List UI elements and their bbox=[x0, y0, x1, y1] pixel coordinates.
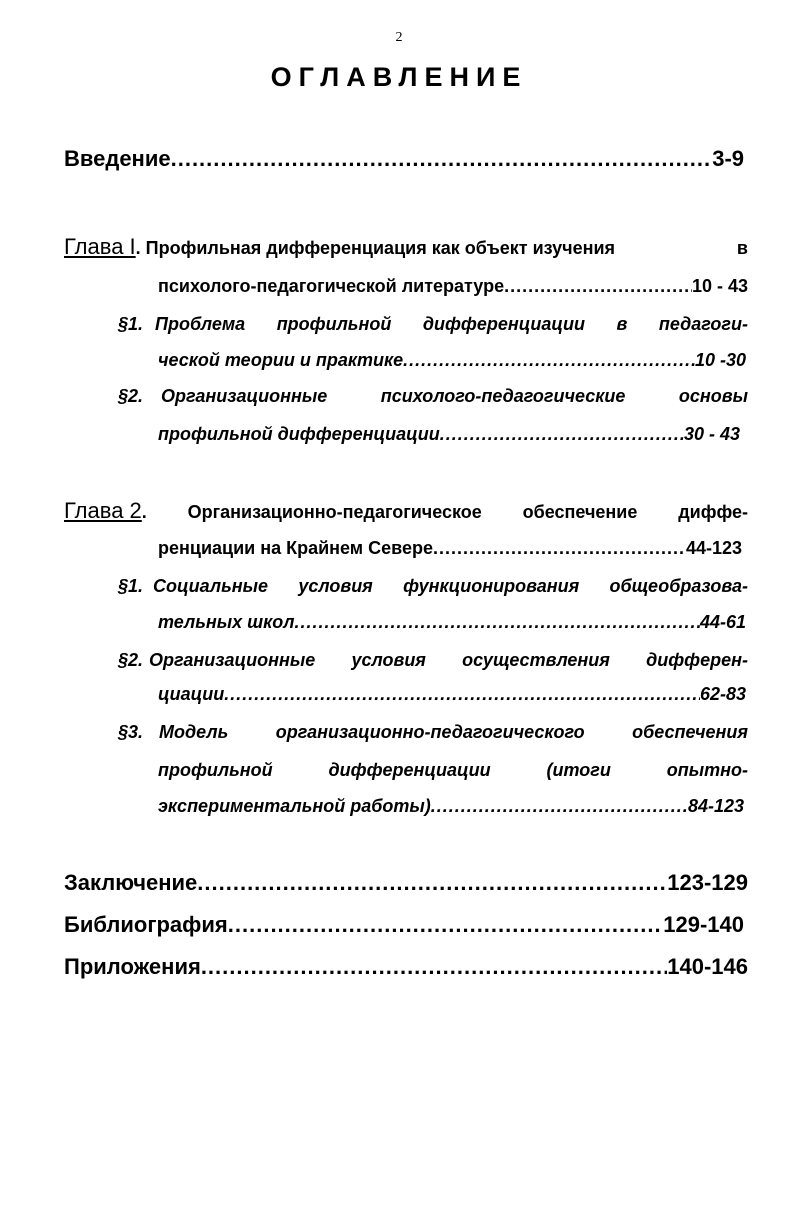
toc-entry-pages: 30 - 43 bbox=[683, 424, 740, 444]
leader-dots bbox=[403, 350, 695, 371]
toc-entry-label: Приложения bbox=[64, 954, 201, 979]
toc-entry-pages: 129-140 bbox=[663, 912, 744, 937]
toc-section-2-3-line2 bbox=[158, 760, 748, 781]
toc-entry-label: Заключение bbox=[64, 870, 198, 895]
toc-chapter-2-heading[interactable] bbox=[64, 498, 748, 524]
section-number: §2. bbox=[118, 650, 144, 670]
section-title: Организационные условия осуществления дифферен- bbox=[149, 650, 748, 670]
toc-section-1-1-entry[interactable] bbox=[158, 350, 746, 371]
leader-dots bbox=[201, 954, 667, 980]
section-title: Социальные условия функционирования общеобразова- bbox=[153, 576, 748, 596]
toc-entry-pages: 10 -30 bbox=[694, 350, 746, 370]
section-number: §1. bbox=[118, 576, 144, 596]
toc-chapter-2-entry[interactable] bbox=[158, 538, 742, 559]
leader-dots bbox=[504, 276, 692, 297]
leader-dots bbox=[224, 684, 700, 705]
toc-entry-conclusion[interactable] bbox=[64, 870, 748, 896]
toc-section-2-1-entry[interactable] bbox=[158, 612, 746, 633]
section-title-cont: ческой теории и практике bbox=[158, 350, 404, 370]
toc-chapter-1-entry[interactable] bbox=[158, 276, 748, 297]
toc-section-2-3[interactable] bbox=[118, 722, 748, 743]
toc-section-1-1[interactable] bbox=[118, 314, 748, 335]
chapter-2-label: Глава 2 bbox=[64, 498, 142, 523]
section-title: Модель организационно-педагогического обеспечения bbox=[159, 722, 748, 742]
toc-entry-pages: 3-9 bbox=[712, 146, 744, 171]
chapter-2-title: . Организационно-педагогическое обеспечение диффе- bbox=[141, 502, 748, 522]
page-number: 2 bbox=[395, 30, 403, 45]
toc-entry-pages: 84-123 bbox=[687, 796, 744, 816]
toc-section-2-1[interactable] bbox=[118, 576, 748, 597]
section-title-cont: циации bbox=[158, 684, 225, 704]
toc-entry-appendices[interactable] bbox=[64, 954, 748, 980]
chapter-1-title-cont: психолого-педагогической литературе bbox=[158, 276, 505, 296]
toc-section-1-2[interactable] bbox=[118, 386, 748, 407]
chapter-1-label: Глава I bbox=[64, 234, 136, 259]
leader-dots bbox=[440, 424, 684, 445]
toc-entry-label: Введение bbox=[64, 146, 171, 171]
section-title: Организационные психолого-педагогические основы bbox=[161, 386, 748, 406]
toc-entry-bibliography[interactable] bbox=[64, 912, 744, 938]
toc-entry-pages: 10 - 43 bbox=[691, 276, 748, 296]
toc-section-2-2-entry[interactable] bbox=[158, 684, 746, 705]
toc-entry-pages: 140-146 bbox=[667, 954, 748, 979]
toc-entry-intro[interactable] bbox=[64, 146, 744, 172]
toc-section-2-3-entry[interactable] bbox=[158, 796, 744, 817]
section-number: §3. bbox=[118, 722, 144, 742]
toc-entry-pages: 44-123 bbox=[685, 538, 742, 558]
leader-dots bbox=[431, 796, 688, 817]
section-title-cont: тельных школ bbox=[158, 612, 295, 632]
toc-entry-pages: 62-83 bbox=[699, 684, 746, 704]
section-title-cont: экспериментальной работы) bbox=[158, 796, 431, 816]
section-title-cont: профильной дифференциации (итоги опытно- bbox=[158, 760, 748, 780]
leader-dots bbox=[294, 612, 699, 633]
toc-entry-pages: 44-61 bbox=[699, 612, 746, 632]
leader-dots bbox=[228, 912, 663, 938]
chapter-1-title: . Профильная дифференциация как объект изучения bbox=[135, 238, 616, 258]
leader-dots bbox=[433, 538, 686, 559]
chapter-1-title-end: в bbox=[736, 238, 748, 258]
leader-dots bbox=[171, 146, 713, 172]
section-number: §1. bbox=[118, 314, 144, 334]
toc-entry-pages: 123-129 bbox=[667, 870, 748, 895]
toc-chapter-1-heading[interactable] bbox=[64, 234, 748, 260]
section-number: §2. bbox=[118, 386, 144, 406]
leader-dots bbox=[197, 870, 667, 896]
toc-section-2-2[interactable] bbox=[118, 650, 748, 671]
toc-section-1-2-entry[interactable] bbox=[158, 424, 740, 445]
section-title-cont: профильной дифференциации bbox=[158, 424, 440, 444]
chapter-2-title-cont: ренциации на Крайнем Севере bbox=[158, 538, 433, 558]
section-title: Проблема профильной дифференциации в педагоги- bbox=[155, 314, 748, 334]
page-title: ОГЛАВЛЕНИЕ bbox=[270, 62, 528, 92]
toc-entry-label: Библиография bbox=[64, 912, 228, 937]
